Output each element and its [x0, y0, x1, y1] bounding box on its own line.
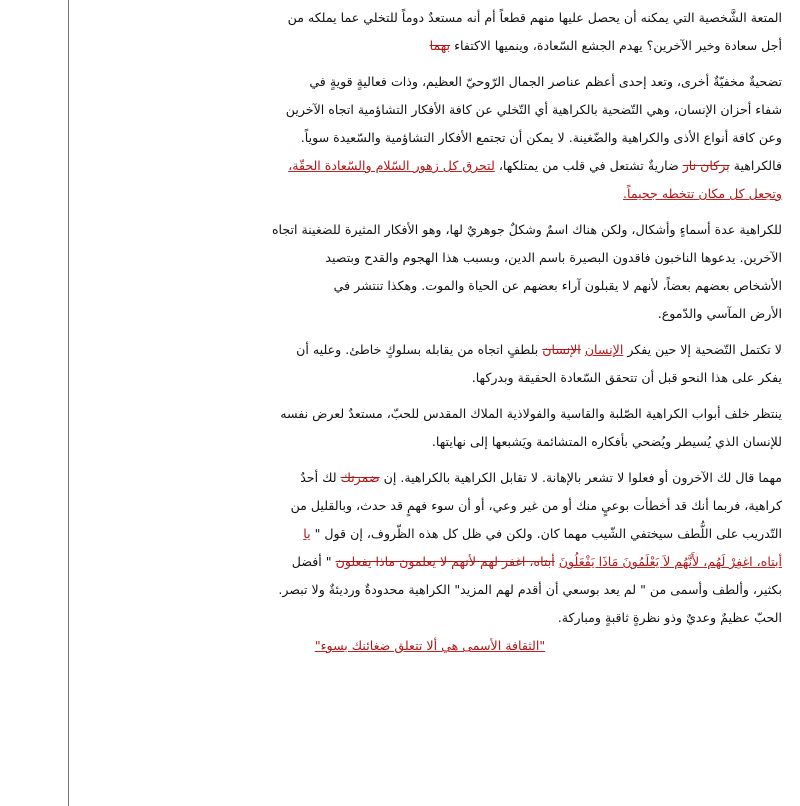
- text-line: [78, 32, 782, 60]
- text-line: الأشخاص بعضهم بعضاً، لأنهم لا يقبلون آراء بعضهم عن الحياة والموت. وهكذا تنتشر في: [333, 278, 782, 293]
- text-line: وعن كافة أنواع الأذى والكراهية والضّغينة. لا يمكن أن تجتمع الأفكار التشاؤمية والسّعيدة سوياً.: [300, 130, 782, 145]
- text-line: تضحيةٌ مخفيّةٌ أخرى، وتعد إحدى أعظم عناصر الجمال الرّوحيّ العظيم، وذات فعاليةٍ قويةٍ في: [309, 74, 782, 89]
- text-line: يفكر على هذا النحو قبل أن تتحقق السّعادة الحقيقة وبدركها.: [471, 370, 782, 385]
- text-line: [78, 632, 782, 660]
- text-line: [78, 180, 782, 208]
- text-run: مهما قال لك الآخرون أو فعلوا لا تشعر بالإهانة. لا تقابل الكراهية بالكراهية. إن: [383, 470, 782, 485]
- deleted-text: أبتاه، اغفر لهم لأنهم لا يعلمون ماذا يفعلون: [335, 554, 555, 569]
- text-line: شفاء أحزان الإنسان، وهي التّضحية بالكراهية أي التّخلي عن كافة الأفكار التشاؤمية اتجاه الآخرين: [285, 102, 782, 117]
- text-run: بلطفٍ اتجاه من يقابله بسلوكٍ خاطئ. وعليه أن: [296, 342, 539, 357]
- text-run: فالكراهية: [733, 158, 782, 173]
- text-line: [78, 548, 782, 576]
- text-run: أجل سعادة وخير الآخرين؟ يهدم الجشع السّعادة، وينميها الاكتفاء: [454, 38, 782, 53]
- inserted-text: وتجعل كل مكان تتخطه جحيماً.: [622, 186, 782, 201]
- page-edge: [68, 0, 69, 806]
- text-run: التّدريب على اللُّطف سيختفي الشّيب مهما كان. ولكن في ظل كل هذه الظّروف، إن قول ": [314, 526, 782, 541]
- text-line: كراهية، فربما أنك قد أخطأت بوعيٍ منك أو من غير وعي، أو أن سوء فهمٍ قد حدث، وبالقليل من: [290, 498, 782, 513]
- text-line: [78, 464, 782, 492]
- text-line: الأرض المآسي والدّموع.: [657, 306, 782, 321]
- text-line: [78, 520, 782, 548]
- text-line: الحبّ عظيمٌ وعديٌ وذو نظرةٍ ثاقبةٍ ومباركة.: [557, 610, 782, 625]
- text-run: لك أحدٌ: [300, 470, 337, 485]
- text-line: [78, 336, 782, 364]
- text-line: ينتظر خلف أبواب الكراهية الصّلبة والقاسية والفولاذية الملاك المقدس للحبّ، مستعدٌ لعرض نفسه: [280, 406, 782, 421]
- text-run: ضاريةٌ تشتعل في قلب من يمتلكها،: [498, 158, 679, 173]
- text-run: لا تكتمل التّضحية إلا حين يفكر: [627, 342, 782, 357]
- inserted-text: الإنسان: [584, 342, 624, 357]
- text-line: [78, 152, 782, 180]
- deleted-text: ضمرتك: [340, 470, 380, 485]
- deleted-text: بهما: [429, 38, 451, 53]
- deleted-text: بركان نار: [682, 158, 730, 173]
- deleted-text: الإنسان: [542, 342, 581, 357]
- text-line: الآخرين. يدعوها الناخبون فاقدون البصيرة باسم الدين، وبسبب هذا الهجوم والقدح وبتصيد: [325, 250, 782, 265]
- text-line: المتعة الشَّخصية التي يمكنه أن يحصل عليها منهم قطعاً أم أنه مستعدٌ دوماً للتخلي عما يملكه من: [287, 10, 782, 25]
- inserted-text: يا: [303, 526, 311, 541]
- text-line: للكراهية عدة أسماءٍ وأشكال، ولكن هناك اسمٌ وشكلٌ جوهريٌ لها، وهو الأفكار المثيرة للضغينة اتجاه: [271, 222, 782, 237]
- inserted-text: أبتاه، اغفِرْ لَهُم، لأَنَّهُم لاَ يَعْلَمُونَ مَاذَا يَفْعَلُونَ: [558, 554, 782, 569]
- text-run: " أفضل: [291, 554, 332, 569]
- text-line: للإنسان الذي يُسيطر ويُضحي بأفكاره المتشائمة ويَشبعها إلى نهايتها.: [431, 434, 782, 449]
- document-body: [78, 4, 782, 660]
- inserted-text: "الثقافة الأسمى هي ألا تتعلق ضغائنك بسوء": [314, 638, 546, 653]
- text-line: بكثير، وألطف وأسمى من " لم يعد بوسعي أن أقدم لهم المزيد" الكراهية محدودةٌ ورديئةٌ ولا تبصر.: [278, 582, 782, 597]
- inserted-text: لتحرق كل زهور السّلام والسّعادة الحقّة،: [288, 158, 495, 173]
